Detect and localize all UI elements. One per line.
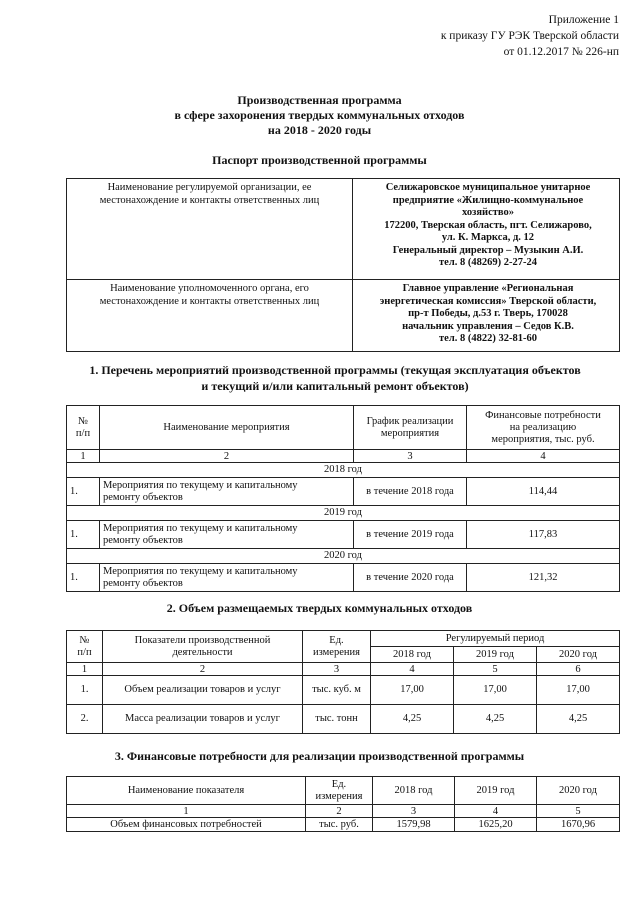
row-value: 1625,20: [455, 818, 537, 832]
row-finance: 117,83: [467, 521, 620, 549]
header-schedule: [354, 406, 467, 450]
passport-heading: Паспорт производственной программы: [212, 153, 427, 167]
table-row: [67, 818, 620, 832]
row-name-line: ремонту объектов: [103, 577, 183, 589]
waste-volume-table: [66, 630, 620, 734]
header-text: на реализацию: [509, 421, 577, 433]
header-year: 2019 год: [455, 777, 537, 805]
index-cell: 4: [467, 450, 620, 463]
header-period: Регулируемый период: [371, 631, 620, 647]
header-finance: [467, 406, 620, 450]
passport-value-line: тел. 8 (4822) 32-81-60: [439, 333, 537, 344]
header-text: Ед.: [331, 778, 347, 790]
row-unit: тыс. куб. м: [303, 676, 371, 705]
passport-label-line: Наименование уполномоченного органа, его: [110, 283, 309, 294]
year-label: 2020 год: [67, 549, 620, 564]
row-name-line: ремонту объектов: [103, 491, 183, 503]
row-unit: тыс. руб.: [306, 818, 373, 832]
row-value: 4,25: [454, 705, 537, 734]
passport-value-line: пр-т Победы, д.53 г. Тверь, 170028: [408, 308, 568, 319]
row-finance: 114,44: [467, 478, 620, 506]
header-text: п/п: [75, 427, 91, 439]
row-schedule: в течение 2020 года: [354, 564, 467, 592]
header-name: Наименование мероприятия: [100, 406, 354, 450]
section3-heading: 3. Финансовые потребности для реализации производственной программы: [114, 749, 525, 763]
row-name: [100, 564, 354, 592]
index-cell: 3: [303, 663, 371, 676]
header-unit: [306, 777, 373, 805]
row-name: Масса реализации товаров и услуг: [103, 705, 303, 734]
row-value: 4,25: [371, 705, 454, 734]
row-finance: 121,32: [467, 564, 620, 592]
index-row: [67, 450, 620, 463]
index-row: [67, 663, 620, 676]
index-cell: 6: [537, 663, 620, 676]
table-row: [67, 676, 620, 705]
header-text: деятельности: [172, 646, 233, 658]
header-text: Ед.: [329, 634, 344, 646]
index-cell: 2: [100, 450, 354, 463]
passport-value-line: Главное управление «Региональная: [402, 283, 574, 294]
header-text: мероприятия, тыс. руб.: [491, 433, 595, 445]
index-cell: 1: [67, 663, 103, 676]
header-text: Финансовые потребности: [485, 409, 601, 421]
row-value: 17,00: [454, 676, 537, 705]
row-value: 1579,98: [373, 818, 455, 832]
appendix-header: [319, 12, 619, 60]
year-row: [67, 506, 620, 521]
passport-value-line: предприятие «Жилищно-коммунальное: [392, 194, 584, 206]
index-cell: 1: [67, 450, 100, 463]
passport-label-line: местонахождение и контакты ответственных лиц: [99, 295, 320, 307]
passport-label: [67, 280, 353, 352]
row-name: [100, 478, 354, 506]
table-row: [67, 564, 620, 592]
passport-value-line: Селижаровское муниципальное унитарное: [385, 182, 591, 193]
index-cell: 2: [306, 805, 373, 818]
year-label: 2018 год: [67, 463, 620, 478]
header-year: 2018 год: [371, 647, 454, 663]
appendix-line: к приказу ГУ РЭК Тверской области: [440, 30, 619, 42]
appendix-line: от 01.12.2017 № 226-нп: [503, 46, 619, 58]
title-line: в сфере захоронения твердых коммунальных отходов: [174, 108, 465, 122]
row-value: 17,00: [537, 676, 620, 705]
header-year: 2020 год: [537, 647, 620, 663]
header-text: №: [77, 415, 89, 427]
row-name: [100, 521, 354, 549]
year-row: [67, 549, 620, 564]
year-label: 2019 год: [67, 506, 620, 521]
row-schedule: в течение 2019 года: [354, 521, 467, 549]
row-value: 4,25: [537, 705, 620, 734]
header-year: 2020 год: [537, 777, 620, 805]
row-value: 1670,96: [537, 818, 620, 832]
header-num: [67, 631, 103, 663]
header-text: Показатели производственной: [134, 634, 271, 646]
passport-value-line: ул. К. Маркса, д. 12: [441, 232, 535, 243]
year-row: [67, 463, 620, 478]
passport-value-line: начальник управления – Седов К.В.: [402, 320, 574, 332]
index-cell: 2: [103, 663, 303, 676]
section1-heading-line: 1. Перечень мероприятий производственной программы (текущая эксплуатация объектов: [89, 363, 581, 377]
row-name-line: Мероприятия по текущему и капитальному: [103, 522, 298, 534]
passport-table: [66, 178, 620, 352]
title-line: Производственная программа: [237, 93, 402, 107]
passport-value-line: хозяйство»: [462, 207, 514, 218]
passport-value: [353, 280, 620, 352]
row-num: 1.: [67, 521, 100, 549]
index-cell: 3: [373, 805, 455, 818]
header-name: Наименование показателя: [67, 777, 306, 805]
header-year: 2018 год: [373, 777, 455, 805]
table-header-row: [67, 777, 620, 805]
activities-table: [66, 405, 620, 592]
header-unit: [303, 631, 371, 663]
passport-value-line: Генеральный директор – Музыкин А.И.: [392, 244, 584, 256]
header-text: №: [79, 634, 90, 646]
row-name-line: Мероприятия по текущему и капитальному: [103, 479, 298, 491]
header-text: измерения: [313, 646, 360, 658]
header-text: мероприятия: [380, 427, 440, 439]
passport-row: [67, 179, 620, 280]
passport-row: [67, 280, 620, 352]
row-name: Объем реализации товаров и услуг: [103, 676, 303, 705]
document-title: [0, 93, 639, 138]
table-header-row: [67, 631, 620, 647]
index-cell: 5: [454, 663, 537, 676]
section2-heading: 2. Объем размещаемых твердых коммунальных отходов: [166, 601, 473, 615]
table-row: [67, 478, 620, 506]
header-indicator: [103, 631, 303, 663]
title-line: на 2018 - 2020 годы: [267, 123, 372, 137]
row-name-line: ремонту объектов: [103, 534, 183, 546]
table-row: [67, 521, 620, 549]
passport-label: [67, 179, 353, 280]
index-row: [67, 805, 620, 818]
index-cell: 4: [371, 663, 454, 676]
row-name: Объем финансовых потребностей: [67, 818, 306, 832]
index-cell: 4: [455, 805, 537, 818]
row-value: 17,00: [371, 676, 454, 705]
passport-label-line: местонахождение и контакты ответственных лиц: [99, 194, 320, 206]
header-text: п/п: [77, 646, 92, 658]
row-schedule: в течение 2018 года: [354, 478, 467, 506]
appendix-line: Приложение 1: [548, 14, 619, 26]
row-num: 1.: [67, 676, 103, 705]
row-num: 1.: [67, 478, 100, 506]
section1-heading: [40, 362, 630, 394]
index-cell: 5: [537, 805, 620, 818]
table-header-row: [67, 406, 620, 450]
row-num: 1.: [67, 564, 100, 592]
header-text: измерения: [315, 790, 363, 802]
table-row: [67, 705, 620, 734]
index-cell: 1: [67, 805, 306, 818]
passport-value: [353, 179, 620, 280]
passport-value-line: 172200, Тверская область, пгт. Селижарово,: [384, 219, 592, 231]
section1-heading-line: и текущий и/или капитальный ремонт объектов): [201, 379, 469, 393]
index-cell: 3: [354, 450, 467, 463]
passport-value-line: энергетическая комиссия» Тверской области,: [379, 295, 597, 307]
passport-value-line: тел. 8 (48269) 2-27-24: [439, 257, 537, 268]
row-num: 2.: [67, 705, 103, 734]
financial-needs-table: [66, 776, 620, 832]
header-year: 2019 год: [454, 647, 537, 663]
row-unit: тыс. тонн: [303, 705, 371, 734]
passport-label-line: Наименование регулируемой организации, ее: [107, 182, 312, 193]
header-text: График реализации: [366, 415, 454, 427]
header-num: [67, 406, 100, 450]
row-name-line: Мероприятия по текущему и капитальному: [103, 565, 298, 577]
